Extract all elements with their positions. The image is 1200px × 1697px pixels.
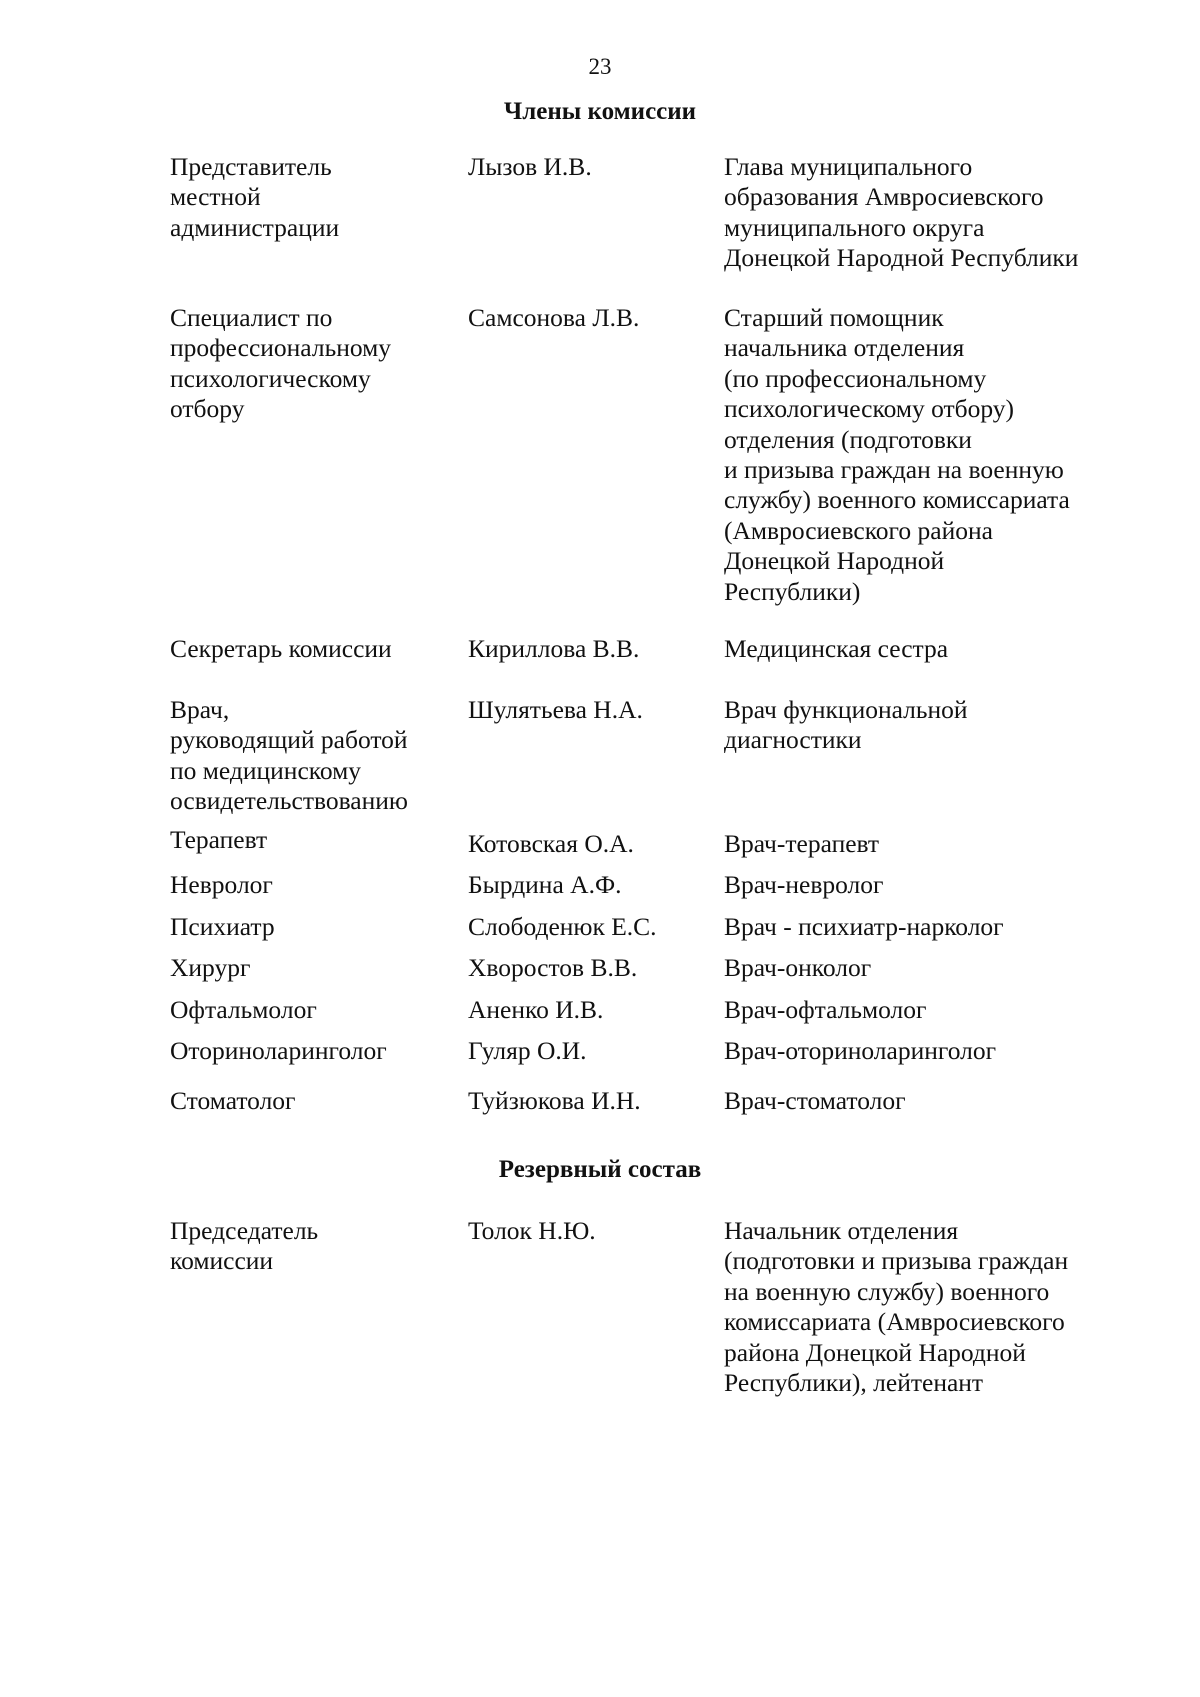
members-heading: Члены комиссии — [503, 98, 697, 125]
member-position: Врач-офтальмолог — [724, 995, 927, 1024]
member-role: Специалист по профессиональному психологическому отбору — [170, 303, 391, 424]
reserve-role: Председатель комиссии — [170, 1216, 319, 1276]
member-name: Кириллова В.В. — [468, 634, 640, 663]
member-role: Хирург — [170, 953, 251, 982]
member-position: Врач-оториноларинголог — [724, 1036, 997, 1065]
member-role: Стоматолог — [170, 1086, 296, 1115]
member-position: Врач-онколог — [724, 953, 872, 982]
member-role: Невролог — [170, 870, 273, 899]
member-name: Котовская О.А. — [468, 829, 634, 858]
member-name: Аненко И.В. — [468, 995, 604, 1024]
member-position: Глава муниципального образования Амвросиевского муниципального округа Донецкой Народной Республики — [724, 152, 1079, 273]
member-role: Оториноларинголог — [170, 1036, 387, 1065]
member-name: Бырдина А.Ф. — [468, 870, 622, 899]
member-name: Шулятьева Н.А. — [468, 695, 643, 724]
member-position: Медицинская сестра — [724, 634, 949, 663]
member-position: Врач - психиатр-нарколог — [724, 912, 1004, 941]
reserve-position: Начальник отделения (подготовки и призыва граждан на военную службу) военного комиссариата (Амвросиевского района Донецкой Народной Республики), лейтенант — [724, 1216, 1069, 1398]
member-role: Психиатр — [170, 912, 275, 941]
reserve-heading: Резервный состав — [498, 1156, 702, 1183]
page-number: 23 — [588, 54, 612, 79]
member-name: Слободенюк Е.С. — [468, 912, 657, 941]
member-position: Врач-стоматолог — [724, 1086, 906, 1115]
member-name: Туйзюкова И.Н. — [468, 1086, 641, 1115]
member-name: Хворостов В.В. — [468, 953, 638, 982]
member-role: Терапевт — [170, 825, 268, 854]
member-position: Врач функциональной диагностики — [724, 695, 968, 755]
member-position: Врач-невролог — [724, 870, 884, 899]
member-role: Секретарь комиссии — [170, 634, 392, 663]
member-role: Представитель местной администрации — [170, 152, 340, 242]
member-name: Самсонова Л.В. — [468, 303, 640, 332]
member-role: Врач, руководящий работой по медицинскому освидетельствованию — [170, 695, 408, 816]
member-name: Гуляр О.И. — [468, 1036, 587, 1065]
member-position: Старший помощник начальника отделения (по профессиональному психологическому отбору) отделения (подготовки и призыва граждан на военную службу) военного комиссариата (Амвросиевского района Донецкой Народной Республики) — [724, 303, 1070, 606]
member-role: Офтальмолог — [170, 995, 317, 1024]
reserve-name: Толок Н.Ю. — [468, 1216, 596, 1245]
member-name: Лызов И.В. — [468, 152, 592, 181]
member-position: Врач-терапевт — [724, 829, 880, 858]
